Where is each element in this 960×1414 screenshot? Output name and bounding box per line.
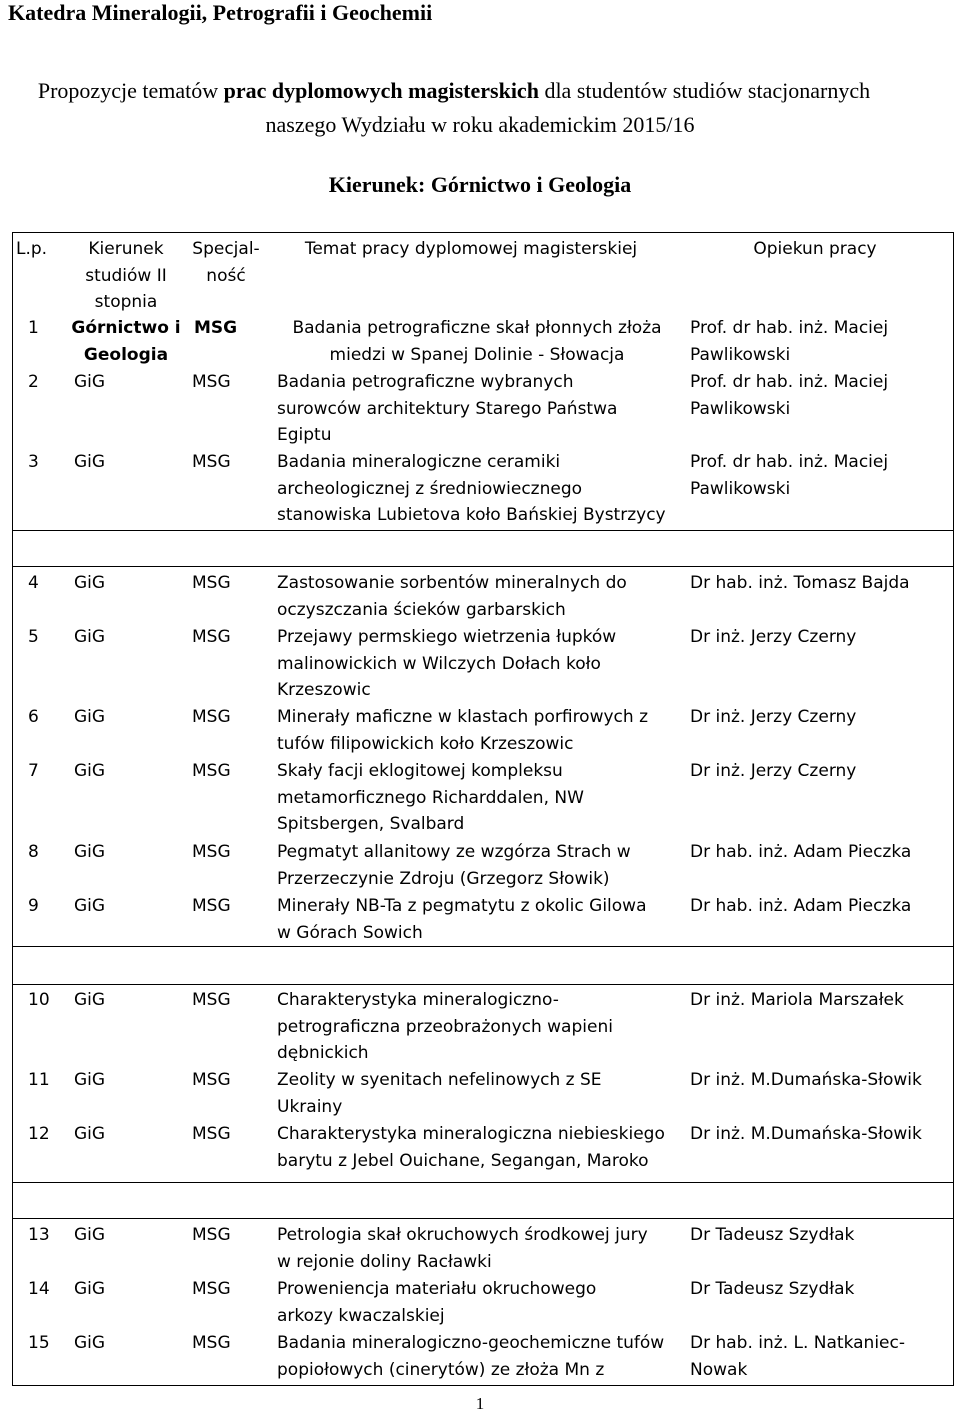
group-divider [12,946,954,947]
row-specjalnosc: MSG [192,1333,231,1353]
intro-text [0,74,960,142]
group-divider [12,1218,954,1219]
row-kierunek: GiG [74,1279,106,1299]
table-border-bottom [12,1385,954,1386]
header-opiekun: Opiekun pracy [753,239,877,259]
header-lp: L.p. [16,239,48,259]
row-temat: Proweniencja materiału okruchowego arkozy kwaczalskiej [277,1279,597,1326]
table-border-left [12,232,13,1386]
row-kierunek: Górnictwo i Geologia [71,318,181,365]
row-specjalnosc: MSG [192,896,231,916]
row-specjalnosc: MSG [192,452,231,472]
row-opiekun: Dr Tadeusz Szydłak [690,1279,855,1299]
row-specjalnosc: MSG [192,573,231,593]
intro-pre: Propozycje tematów [37,78,224,103]
row-kierunek: GiG [74,761,106,781]
row-temat: Badania mineralogiczne ceramiki archeologicznej z średniowiecznego stanowiska Lubietova koło Bańskiej Bystrzycy [277,452,666,525]
row-specjalnosc: MSG [192,372,231,392]
row-kierunek: GiG [74,1070,106,1090]
row-opiekun: Dr inż. Jerzy Czerny [690,627,857,647]
row-temat: Badania petrograficzne wybranych surowców architektury Starego Państwa Egiptu [277,372,618,445]
row-lp: 9 [28,896,39,916]
row-opiekun: Dr hab. inż. Adam Pieczka [690,842,912,862]
row-lp: 15 [28,1333,50,1353]
row-temat: Minerały NB-Ta z pegmatytu z okolic Gilowa w Górach Sowich [277,896,647,943]
row-temat: Minerały maficzne w klastach porfirowych z tufów filipowickich koło Krzeszowic [277,707,648,754]
row-opiekun: Prof. dr hab. inż. Maciej Pawlikowski [690,372,889,419]
row-temat: Pegmatyt allanitowy ze wzgórza Strach w Przerzeczynie Zdroju (Grzegorz Słowik) [277,842,631,889]
row-lp: 1 [28,318,39,338]
row-specjalnosc: MSG [192,990,231,1010]
group-divider [12,530,954,531]
intro-line-2: naszego Wydziału w roku akademickim 2015/16 [265,112,695,137]
row-specjalnosc: MSG [192,627,231,647]
row-temat: Badania petrograficzne skał płonnych złoża miedzi w Spanej Dolinie - Słowacja [292,318,662,365]
row-specjalnosc: MSG [192,1279,231,1299]
header-specjalnosc: Specjal- ność [192,239,260,286]
group-divider [12,984,954,985]
row-opiekun: Prof. dr hab. inż. Maciej Pawlikowski [690,318,889,365]
row-lp: 13 [28,1225,50,1245]
row-lp: 2 [28,372,39,392]
group-divider [12,566,954,567]
row-opiekun: Dr inż. Jerzy Czerny [690,707,857,727]
row-kierunek: GiG [74,990,106,1010]
department-heading: Katedra Mineralogii, Petrografii i Geochemii [8,0,433,25]
study-direction: Kierunek: Górnictwo i Geologia [328,172,632,197]
row-kierunek: GiG [74,452,106,472]
row-lp: 5 [28,627,39,647]
row-temat: Skały facji eklogitowej kompleksu metamorficznego Richarddalen, NW Spitsbergen, Svalbard [277,761,584,834]
row-temat: Zeolity w syenitach nefelinowych z SE Ukrainy [277,1070,602,1117]
row-temat: Zastosowanie sorbentów mineralnych do oczyszczania ścieków garbarskich [277,573,627,620]
row-opiekun: Dr hab. inż. Tomasz Bajda [690,573,910,593]
row-specjalnosc: MSG [192,842,231,862]
row-specjalnosc: MSG [192,761,231,781]
row-specjalnosc: MSG [192,1225,231,1245]
row-opiekun: Dr inż. Mariola Marszałek [690,990,904,1010]
row-lp: 3 [28,452,39,472]
row-kierunek: GiG [74,707,106,727]
row-opiekun: Prof. dr hab. inż. Maciej Pawlikowski [690,452,889,499]
header-temat: Temat pracy dyplomowej magisterskiej [304,239,638,259]
intro-bold: prac dyplomowych magisterskich [223,78,539,103]
row-opiekun: Dr inż. M.Dumańska-Słowik [690,1124,922,1144]
row-lp: 7 [28,761,39,781]
row-temat: Charakterystyka mineralogiczno- petrograficzna przeobrażonych wapieni dębnickich [277,990,613,1063]
row-kierunek: GiG [74,372,106,392]
row-lp: 11 [28,1070,50,1090]
row-opiekun: Dr inż. M.Dumańska-Słowik [690,1070,922,1090]
row-lp: 14 [28,1279,50,1299]
row-kierunek: GiG [74,1225,106,1245]
row-opiekun: Dr hab. inż. Adam Pieczka [690,896,912,916]
row-opiekun: Dr Tadeusz Szydłak [690,1225,855,1245]
row-lp: 10 [28,990,50,1010]
table-border-right [953,232,954,1386]
row-kierunek: GiG [74,842,106,862]
row-temat: Przejawy permskiego wietrzenia łupków malinowickich w Wilczych Dołach koło Krzeszowic [277,627,617,700]
row-lp: 4 [28,573,39,593]
row-specjalnosc: MSG [194,318,238,338]
row-specjalnosc: MSG [192,1124,231,1144]
row-lp: 8 [28,842,39,862]
header-kierunek: Kierunek studiów II stopnia [85,239,167,312]
row-lp: 12 [28,1124,50,1144]
intro-post: dla studentów studiów stacjonarnych [538,78,871,103]
row-kierunek: GiG [74,1333,106,1353]
row-specjalnosc: MSG [192,707,231,727]
row-opiekun: Dr inż. Jerzy Czerny [690,761,857,781]
row-kierunek: GiG [74,896,106,916]
row-kierunek: GiG [74,627,106,647]
row-opiekun: Dr hab. inż. L. Natkaniec- Nowak [690,1333,905,1380]
row-kierunek: GiG [74,1124,106,1144]
group-divider [12,1182,954,1183]
page-number: 1 [475,1394,485,1413]
row-kierunek: GiG [74,573,106,593]
row-temat: Badania mineralogiczno-geochemiczne tufów popiołowych (cinerytów) ze złoża Mn z [277,1333,665,1380]
row-lp: 6 [28,707,39,727]
table-border-top [12,232,954,233]
row-temat: Charakterystyka mineralogiczna niebieskiego barytu z Jebel Ouichane, Segangan, Maroko [277,1124,665,1171]
row-specjalnosc: MSG [192,1070,231,1090]
row-temat: Petrologia skał okruchowych środkowej jury w rejonie doliny Racławki [277,1225,648,1272]
